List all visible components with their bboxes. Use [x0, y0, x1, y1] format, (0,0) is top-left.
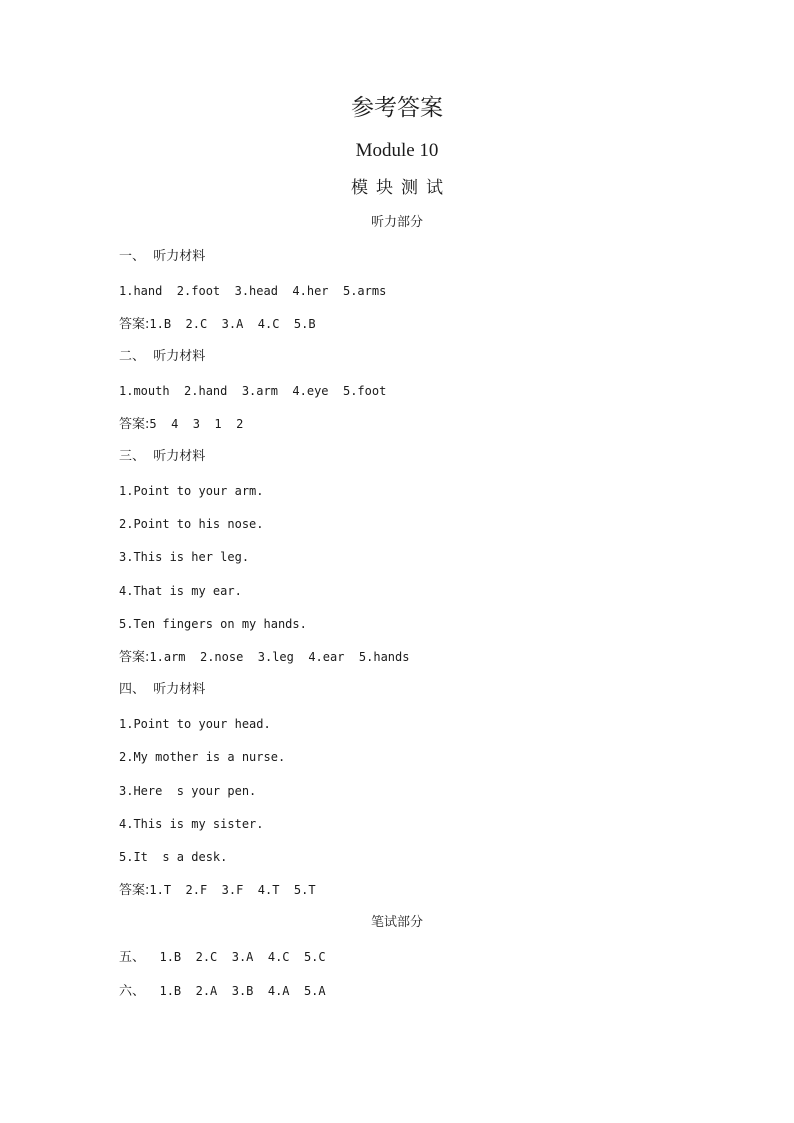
section-4-line-4: 4.This is my sister. — [119, 817, 264, 831]
answer-label: 答案: — [119, 650, 150, 665]
section-4-line-1: 1.Point to your head. — [119, 717, 271, 731]
section-3-line-1: 1.Point to your arm. — [119, 484, 264, 498]
section-2-answer — [119, 416, 243, 433]
section-3-line-3: 3.This is her leg. — [119, 550, 250, 564]
section-4-heading: 四、 听力材料 — [119, 682, 206, 697]
section-1-answer — [119, 316, 316, 333]
section-3-heading: 三、 听力材料 — [119, 449, 206, 464]
section-3-line-4: 4.That is my ear. — [119, 584, 242, 598]
answer-value: 1.B 2.C 3.A 4.C 5.B — [149, 317, 316, 331]
section-4-line-3: 3.Here s your pen. — [119, 784, 257, 798]
module-title: Module 10 — [355, 140, 439, 161]
section-4-line-5: 5.It s a desk. — [119, 850, 228, 864]
section-4-answer — [119, 882, 316, 899]
section-6-label: 六、 — [119, 984, 146, 999]
answer-label: 答案: — [119, 417, 150, 432]
section-5-answer-row — [119, 949, 326, 966]
answer-value: 5 4 3 1 2 — [149, 417, 244, 431]
test-subtitle: 模块测试 — [351, 178, 451, 198]
section-2-line-1: 1.mouth 2.hand 3.arm 4.eye 5.foot — [119, 384, 387, 398]
section-4-line-2: 2.My mother is a nurse. — [119, 750, 286, 764]
answer-label: 答案: — [119, 317, 150, 332]
answer-label: 答案: — [119, 883, 150, 898]
section-3-line-5: 5.Ten fingers on my hands. — [119, 617, 307, 631]
section-6-answer-row — [119, 983, 326, 1000]
writing-part-title: 笔试部分 — [370, 915, 423, 930]
section-5-label: 五、 — [119, 950, 146, 965]
listening-part-title: 听力部分 — [370, 215, 423, 230]
section-1-heading: 一、 听力材料 — [119, 249, 206, 264]
section-5-answer: 1.B 2.C 3.A 4.C 5.C — [159, 950, 326, 964]
section-2-heading: 二、 听力材料 — [119, 349, 206, 364]
section-1-line-1: 1.hand 2.foot 3.head 4.her 5.arms — [119, 284, 387, 298]
answer-value: 1.arm 2.nose 3.leg 4.ear 5.hands — [149, 650, 410, 664]
section-3-line-2: 2.Point to his nose. — [119, 517, 264, 531]
answer-value: 1.T 2.F 3.F 4.T 5.T — [149, 883, 316, 897]
section-3-answer — [119, 649, 409, 666]
section-6-answer: 1.B 2.A 3.B 4.A 5.A — [159, 984, 326, 998]
page-title: 参考答案 — [351, 95, 443, 121]
